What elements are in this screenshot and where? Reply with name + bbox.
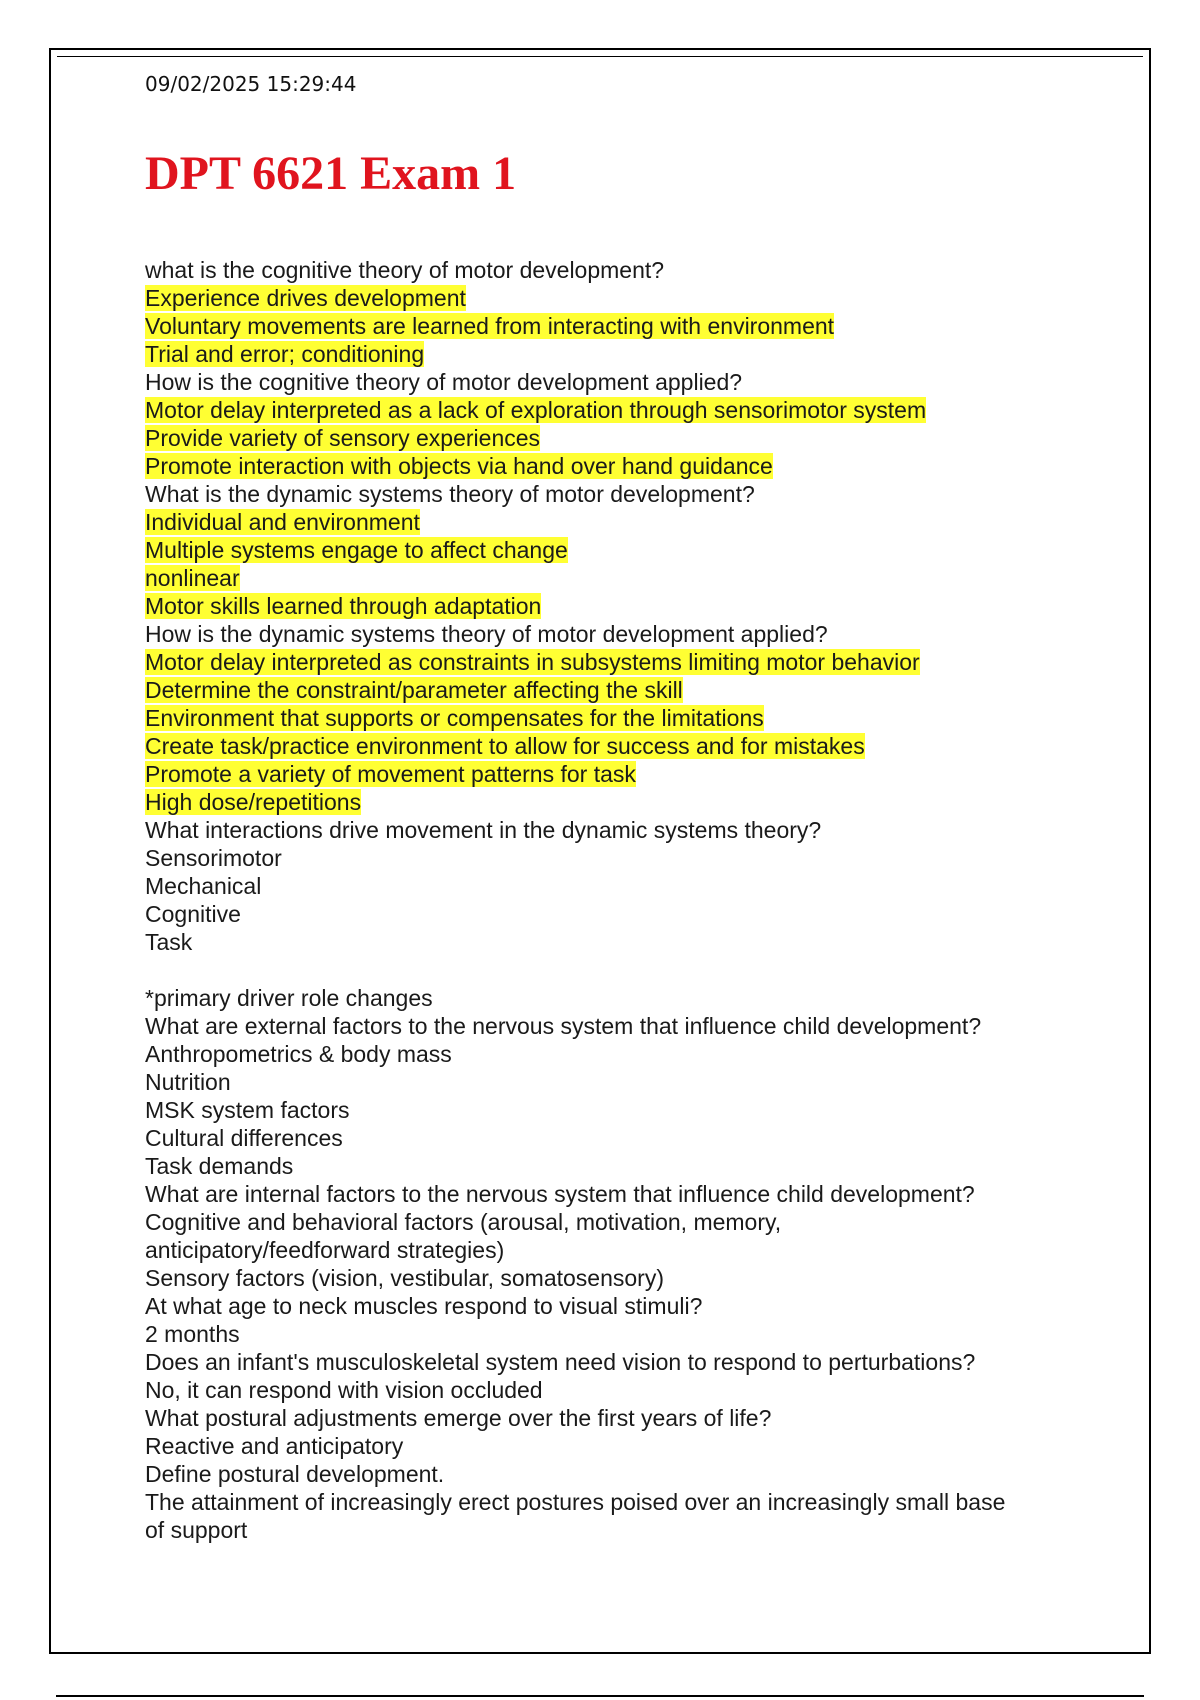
line-text: What are external factors to the nervous system that influence child development? bbox=[145, 1013, 982, 1039]
blank-line bbox=[145, 956, 1075, 984]
text-line bbox=[145, 1208, 1075, 1236]
line-text: Environment that supports or compensates for the limitations bbox=[145, 705, 764, 731]
line-text: MSK system factors bbox=[145, 1097, 350, 1123]
highlighted-answer-line bbox=[145, 536, 1075, 564]
line-text: Define postural development. bbox=[145, 1461, 445, 1487]
highlighted-answer-line bbox=[145, 760, 1075, 788]
line-text: nonlinear bbox=[145, 565, 240, 591]
line-text: Trial and error; conditioning bbox=[145, 341, 425, 367]
text-line bbox=[145, 620, 1075, 648]
line-text: What postural adjustments emerge over the first years of life? bbox=[145, 1405, 772, 1431]
text-line bbox=[145, 1012, 1075, 1040]
line-text: Nutrition bbox=[145, 1069, 231, 1095]
top-rule bbox=[57, 56, 1143, 57]
line-text: Voluntary movements are learned from interacting with environment bbox=[145, 313, 835, 339]
text-line bbox=[145, 1264, 1075, 1292]
text-line bbox=[145, 1236, 1075, 1264]
line-text: Motor delay interpreted as a lack of exploration through sensorimotor system bbox=[145, 397, 927, 423]
text-line bbox=[145, 368, 1075, 396]
text-line bbox=[145, 1404, 1075, 1432]
document-body bbox=[145, 256, 1075, 1544]
text-line bbox=[145, 256, 1075, 284]
text-line bbox=[145, 816, 1075, 844]
line-text: Task bbox=[145, 929, 193, 955]
text-line bbox=[145, 1040, 1075, 1068]
text-line bbox=[145, 900, 1075, 928]
line-text: Individual and environment bbox=[145, 509, 420, 535]
text-line bbox=[145, 1488, 1075, 1516]
text-line bbox=[145, 1180, 1075, 1208]
highlighted-answer-line bbox=[145, 676, 1075, 704]
line-text: what is the cognitive theory of motor development? bbox=[145, 257, 665, 283]
line-text: 2 months bbox=[145, 1321, 240, 1347]
line-text: Multiple systems engage to affect change bbox=[145, 537, 568, 563]
text-line bbox=[145, 1152, 1075, 1180]
line-text: Determine the constraint/parameter affecting the skill bbox=[145, 677, 683, 703]
line-text: Mechanical bbox=[145, 873, 262, 899]
timestamp: 09/02/2025 15:29:44 bbox=[145, 72, 357, 96]
highlighted-answer-line bbox=[145, 284, 1075, 312]
line-text: Experience drives development bbox=[145, 285, 466, 311]
text-line bbox=[145, 872, 1075, 900]
text-line bbox=[145, 1124, 1075, 1152]
document-title: DPT 6621 Exam 1 bbox=[145, 147, 517, 200]
line-text: Task demands bbox=[145, 1153, 294, 1179]
line-text: *primary driver role changes bbox=[145, 985, 433, 1011]
line-text: Reactive and anticipatory bbox=[145, 1433, 404, 1459]
highlighted-answer-line bbox=[145, 564, 1075, 592]
text-line bbox=[145, 1376, 1075, 1404]
line-text: What interactions drive movement in the dynamic systems theory? bbox=[145, 817, 822, 843]
line-text: Provide variety of sensory experiences bbox=[145, 425, 541, 451]
highlighted-answer-line bbox=[145, 648, 1075, 676]
text-line bbox=[145, 844, 1075, 872]
line-text: No, it can respond with vision occluded bbox=[145, 1377, 543, 1403]
text-line bbox=[145, 480, 1075, 508]
highlighted-answer-line bbox=[145, 396, 1075, 424]
line-text: of support bbox=[145, 1517, 248, 1543]
text-line bbox=[145, 1320, 1075, 1348]
line-text: Create task/practice environment to allow for success and for mistakes bbox=[145, 733, 865, 759]
line-text: What are internal factors to the nervous system that influence child development? bbox=[145, 1181, 975, 1207]
line-text: Sensory factors (vision, vestibular, somatosensory) bbox=[145, 1265, 664, 1291]
line-text: The attainment of increasingly erect postures poised over an increasingly small base bbox=[145, 1489, 1006, 1515]
line-text: Cognitive and behavioral factors (arousal, motivation, memory, bbox=[145, 1209, 782, 1235]
highlighted-answer-line bbox=[145, 312, 1075, 340]
line-text: At what age to neck muscles respond to visual stimuli? bbox=[145, 1293, 703, 1319]
highlighted-answer-line bbox=[145, 592, 1075, 620]
text-line bbox=[145, 1068, 1075, 1096]
text-line bbox=[145, 1348, 1075, 1376]
highlighted-answer-line bbox=[145, 424, 1075, 452]
text-line bbox=[145, 1516, 1075, 1544]
highlighted-answer-line bbox=[145, 340, 1075, 368]
text-line bbox=[145, 984, 1075, 1012]
text-line bbox=[145, 1292, 1075, 1320]
highlighted-answer-line bbox=[145, 788, 1075, 816]
line-text: Cognitive bbox=[145, 901, 241, 927]
highlighted-answer-line bbox=[145, 452, 1075, 480]
line-text: Motor delay interpreted as constraints in subsystems limiting motor behavior bbox=[145, 649, 920, 675]
line-text: Anthropometrics & body mass bbox=[145, 1041, 452, 1067]
text-line bbox=[145, 1432, 1075, 1460]
text-line bbox=[145, 928, 1075, 956]
line-text: anticipatory/feedforward strategies) bbox=[145, 1237, 505, 1263]
highlighted-answer-line bbox=[145, 704, 1075, 732]
line-text: High dose/repetitions bbox=[145, 789, 362, 815]
highlighted-answer-line bbox=[145, 508, 1075, 536]
text-line bbox=[145, 1460, 1075, 1488]
line-text: Does an infant's musculoskeletal system need vision to respond to perturbations? bbox=[145, 1349, 976, 1375]
bottom-rule bbox=[56, 1695, 1144, 1697]
line-text: Promote interaction with objects via hand over hand guidance bbox=[145, 453, 773, 479]
highlighted-answer-line bbox=[145, 732, 1075, 760]
line-text: Promote a variety of movement patterns for task bbox=[145, 761, 636, 787]
line-text: What is the dynamic systems theory of motor development? bbox=[145, 481, 755, 507]
text-line bbox=[145, 1096, 1075, 1124]
line-text: Cultural differences bbox=[145, 1125, 343, 1151]
line-text: How is the cognitive theory of motor development applied? bbox=[145, 369, 743, 395]
line-text: Sensorimotor bbox=[145, 845, 282, 871]
line-text: How is the dynamic systems theory of motor development applied? bbox=[145, 621, 828, 647]
line-text: Motor skills learned through adaptation bbox=[145, 593, 542, 619]
